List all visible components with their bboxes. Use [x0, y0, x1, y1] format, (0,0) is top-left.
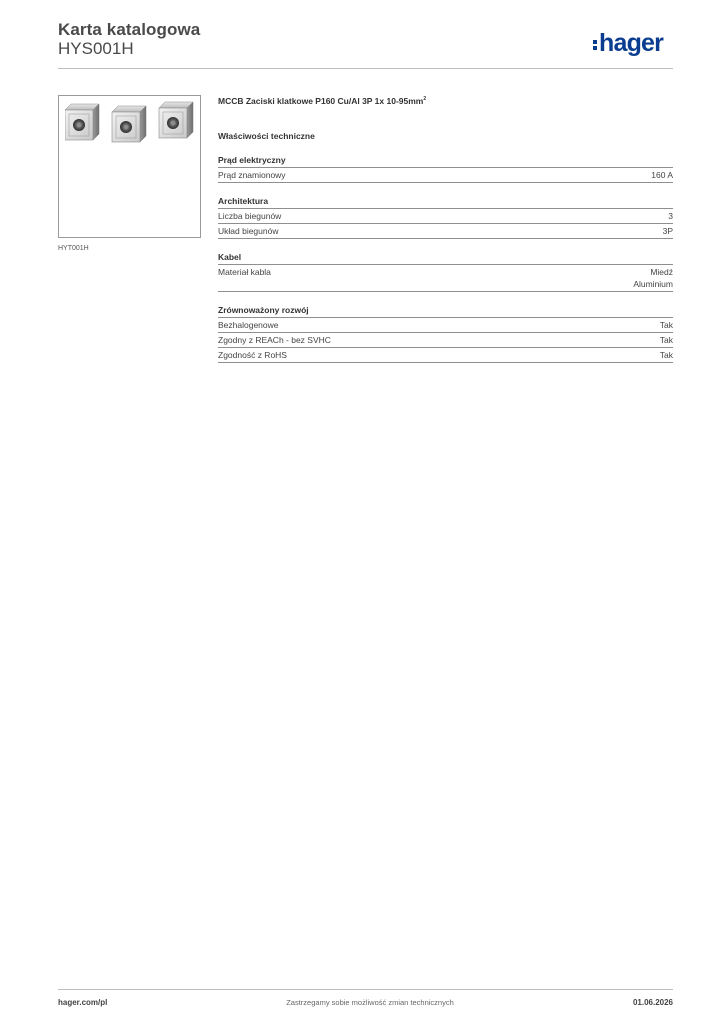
property-label: Zgodność z RoHS [218, 350, 287, 360]
property-row [218, 347, 673, 363]
group-electric-current [218, 154, 673, 183]
property-value: 3P [662, 226, 673, 236]
cage-terminals-image [65, 100, 195, 148]
product-image-frame [58, 95, 201, 238]
document-product-code: HYS001H [58, 39, 134, 58]
group-sustainability [218, 304, 673, 363]
property-value-line: Aluminium [633, 279, 673, 289]
group-title: Zrównoważony rozwój [218, 305, 309, 315]
group-cable [218, 251, 673, 292]
property-row [218, 223, 673, 239]
header-divider [58, 68, 673, 69]
property-label: Liczba biegunów [218, 211, 282, 221]
footer-date: 01.06.2026 [632, 998, 673, 1007]
property-value-line: Miedź [650, 267, 673, 277]
property-row [218, 208, 673, 223]
property-label: Prąd znamionowy [218, 170, 286, 180]
property-value: Tak [659, 335, 673, 345]
property-row [218, 332, 673, 347]
property-label: Zgodny z REACh - bez SVHC [218, 335, 331, 345]
property-value: 3 [668, 211, 673, 221]
document-title: Karta katalogowa [58, 20, 201, 39]
technical-data [218, 95, 673, 363]
property-label: Układ biegunów [218, 226, 279, 236]
product-title-superscript: 2 [423, 96, 427, 103]
property-label: Bezhalogenowe [218, 320, 279, 330]
footer-divider [58, 989, 673, 990]
property-row [218, 167, 673, 183]
footer-website-link[interactable]: hager.com/pl [58, 998, 108, 1007]
technical-properties-heading: Właściwości techniczne [218, 131, 315, 141]
terminal-2 [112, 106, 146, 142]
property-row [218, 264, 673, 292]
image-caption: HYT001H [58, 245, 89, 252]
property-value: 160 A [651, 170, 673, 180]
property-label: Materiał kabla [218, 267, 271, 277]
group-title: Architektura [218, 196, 269, 206]
property-value: Tak [659, 320, 673, 330]
group-title: Kabel [218, 252, 242, 262]
terminal-1 [65, 104, 99, 140]
hager-logo[interactable] [593, 28, 663, 58]
footer-disclaimer: Zastrzegamy sobie możliwość zmian technicznych [286, 998, 454, 1007]
property-value: Tak [659, 350, 673, 360]
group-architecture [218, 195, 673, 239]
product-title [218, 95, 673, 107]
product-title-text: MCCB Zaciski klatkowe P160 Cu/Al 3P 1x 10-95mm [218, 96, 424, 106]
property-value [633, 266, 673, 290]
logo-dots-icon [593, 40, 597, 50]
property-row [218, 317, 673, 332]
logo-text: hager [599, 28, 664, 57]
group-title: Prąd elektryczny [218, 155, 286, 165]
terminal-3 [159, 102, 193, 138]
